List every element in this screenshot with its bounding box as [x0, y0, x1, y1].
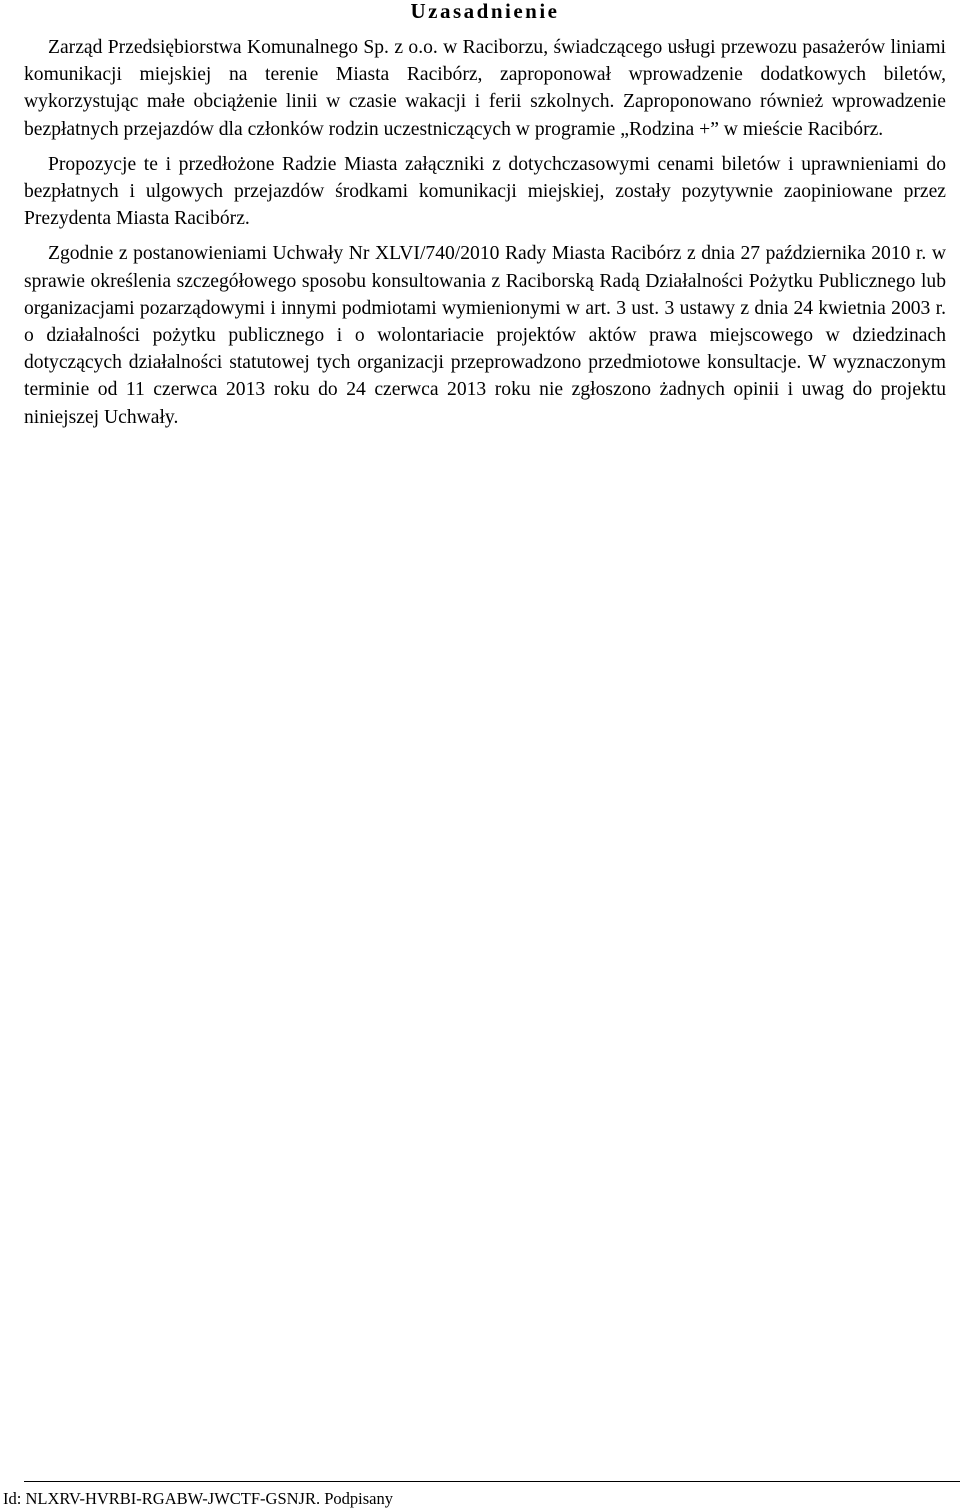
- document-page: [24, 0, 946, 431]
- document-title: Uzasadnienie: [410, 0, 560, 23]
- paragraph-3: Zgodnie z postanowieniami Uchwały Nr XLVI/740/2010 Rady Miasta Racibórz z dnia 27 października 2010 r. w sprawie określenia szczegółowego sposobu konsultowania z Raciborską Radą Działalności Pożytku Publicznego lub organizacjami pozarządowymi i innymi podmiotami wymienionymi w art. 3 ust. 3 ustawy z dnia 24 kwietnia 2003 r. o działalności pożytku publicznego i o wolontariacie projektów aktów prawa miejscowego w dziedzinach dotyczących działalności statutowej tych organizacji przeprowadzono przedmiotowe konsultacje. W wyznaczonym terminie od 11 czerwca 2013 roku do 24 czerwca 2013 roku nie zgłoszono żadnych opinii i uwag do projektu niniejszej Uchwały.: [24, 243, 946, 428]
- footer-divider: [24, 1481, 960, 1482]
- paragraph-1: Zarząd Przedsiębiorstwa Komunalnego Sp. z o.o. w Raciborzu, świadczącego usługi przewozu pasażerów liniami komunikacji miejskiej na terenie Miasta Racibórz, zaproponował wprowadzenie dodatkowych biletów, wykorzystując małe obciążenie linii w czasie wakacji i ferii szkolnych. Zaproponowano również wprowadzenie bezpłatnych przejazdów dla członków rodzin uczestniczących w programie „Rodzina +” w mieście Racibórz.: [24, 37, 946, 140]
- paragraph-2: Propozycje te i przedłożone Radzie Miasta załączniki z dotychczasowymi cenami biletów i uprawnieniami do bezpłatnych i ulgowych przejazdów środkami komunikacji miejskiej, zostały pozytywnie zaopiniowane przez Prezydenta Miasta Racibórz.: [24, 153, 946, 230]
- footer-document-id: Id: NLXRV-HVRBI-RGABW-JWCTF-GSNJR. Podpisany: [3, 1489, 393, 1508]
